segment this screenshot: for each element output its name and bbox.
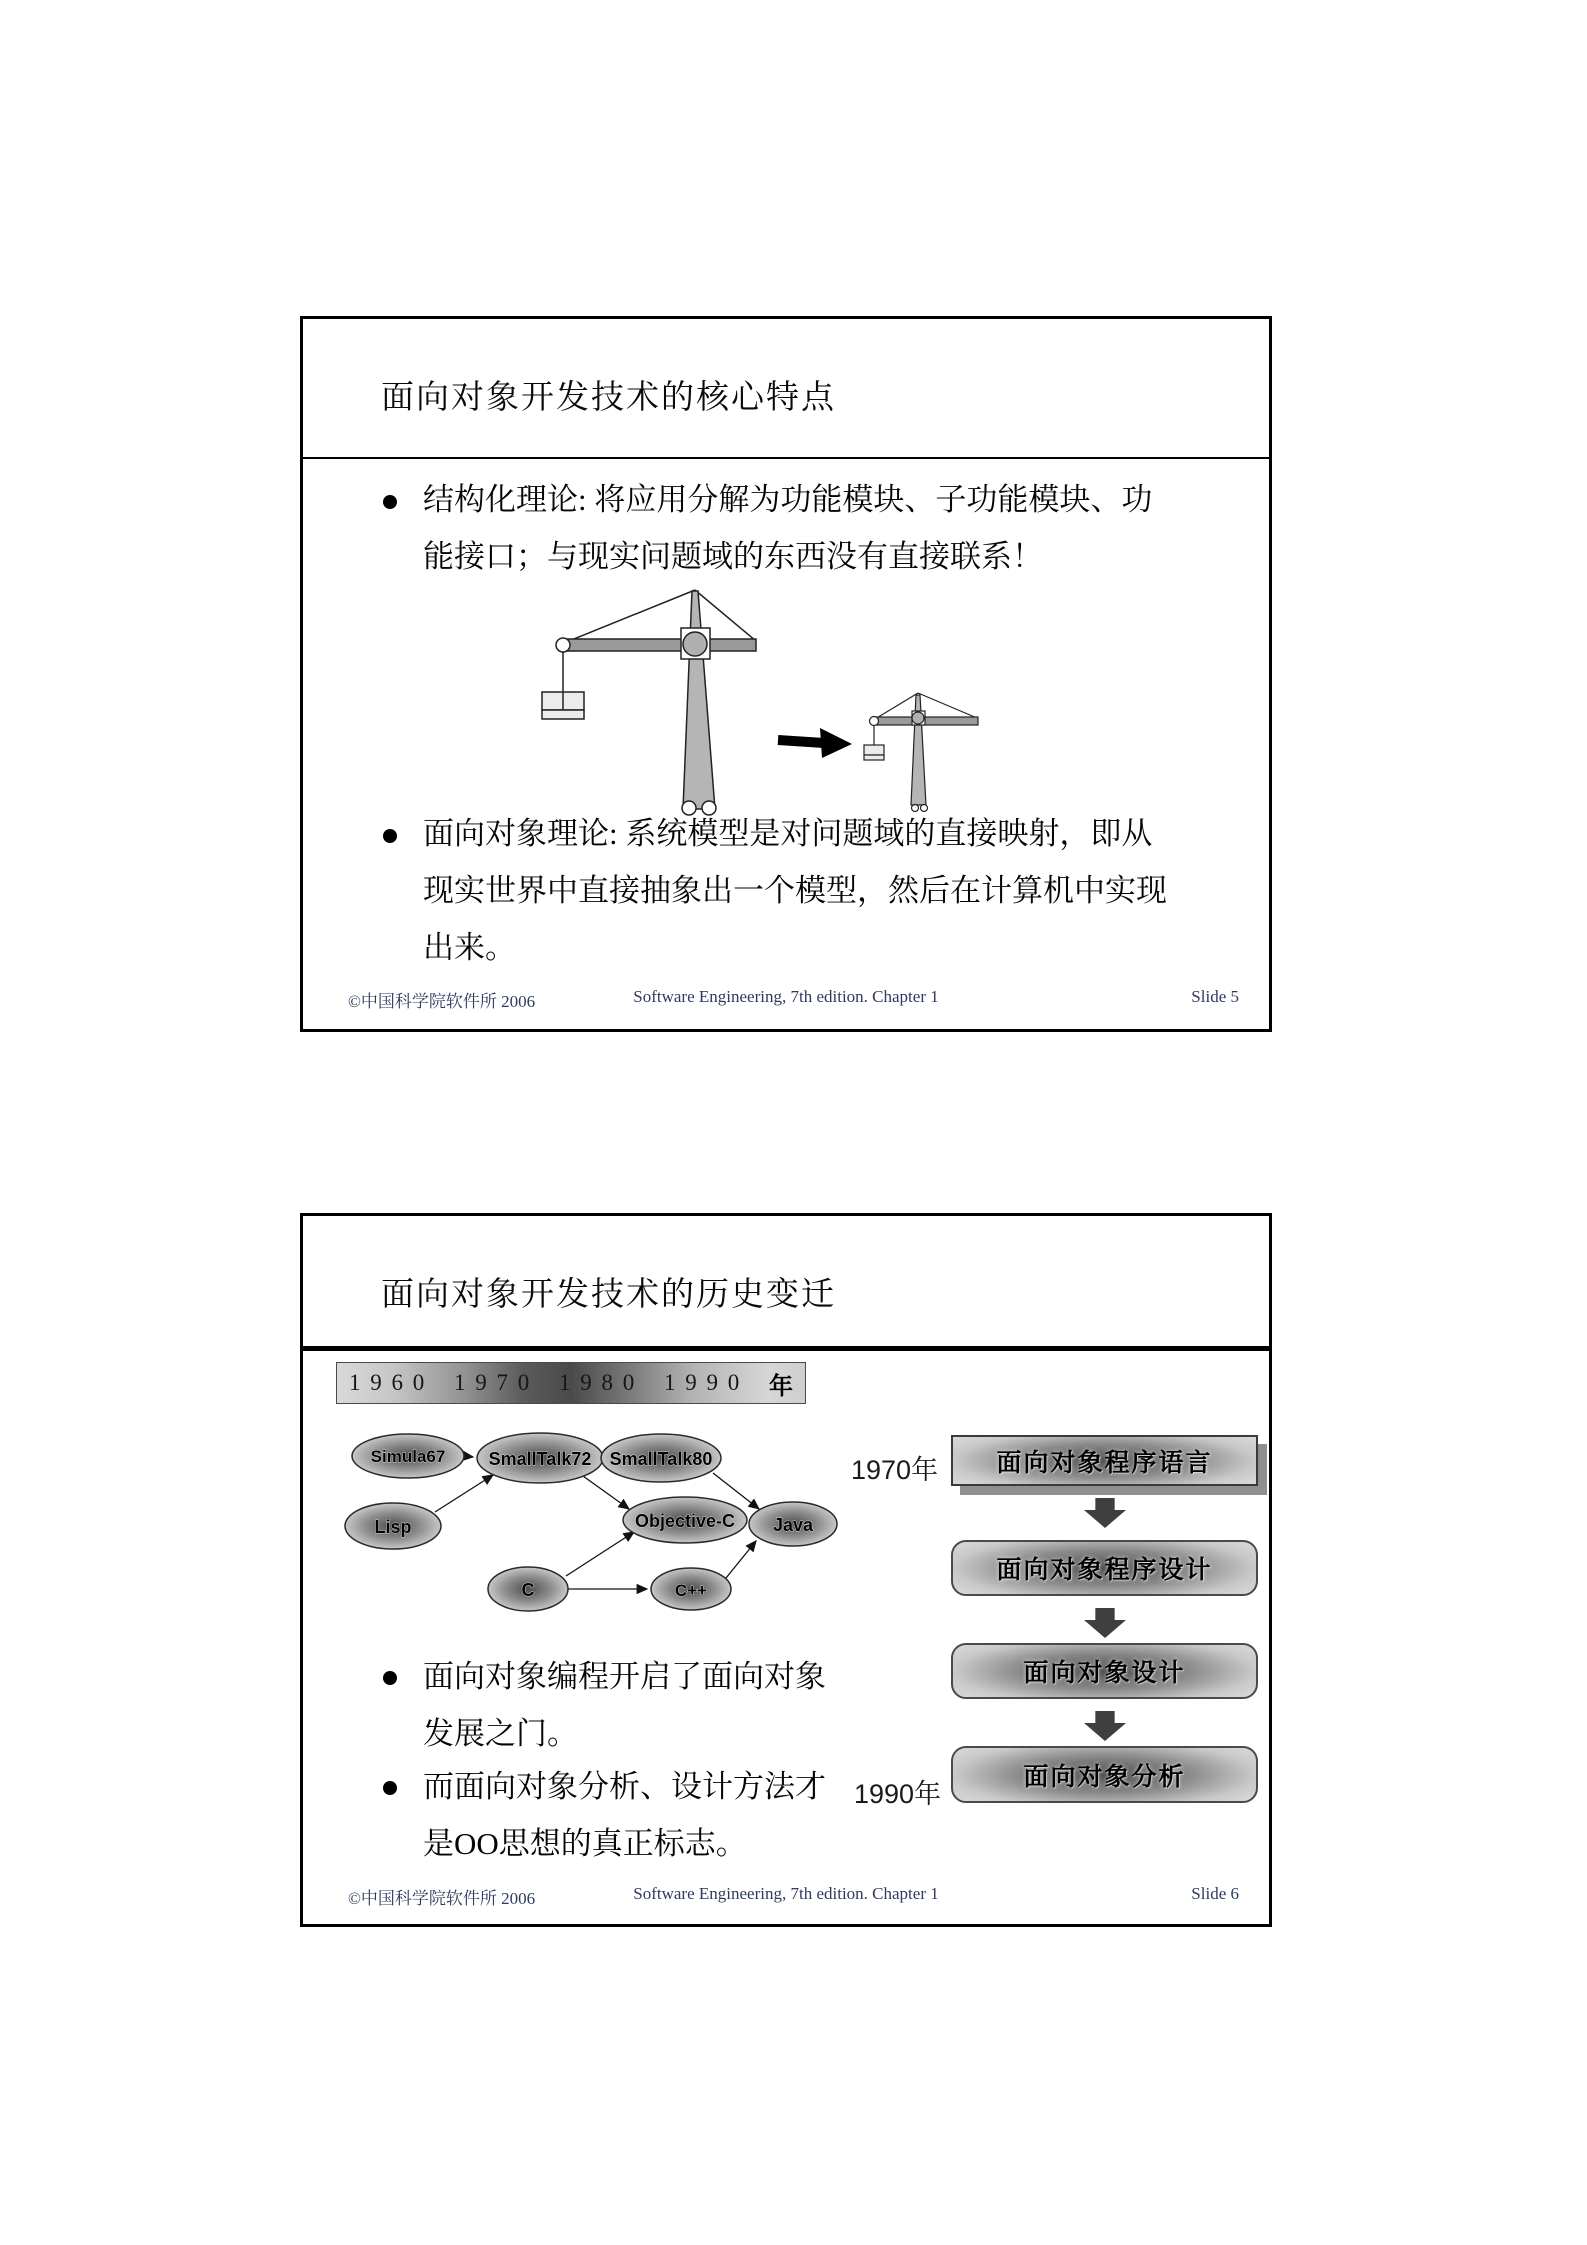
bullet-dot: [383, 495, 397, 509]
year-label-1970: 1970年: [851, 1455, 939, 1485]
diagram-node-simula67: [352, 1434, 464, 1478]
large-crane-icon: [542, 590, 756, 815]
svg-text:SmallTalk80: SmallTalk80: [609, 1449, 713, 1469]
slide5-bullet-2: [423, 805, 1167, 976]
footer-copyright: ©中国科学院软件所 2006: [348, 1889, 536, 1908]
footer-slide-number: Slide 5: [1191, 987, 1239, 1006]
year-label-1990: 1990年: [854, 1779, 942, 1809]
diagram-node-lisp: [345, 1503, 441, 1549]
slide5-footer: [303, 987, 1269, 1017]
slide-5: [300, 316, 1272, 1032]
diagram-node-smalltalk80: [601, 1434, 721, 1482]
flow-box-label: 面向对象程序语言: [996, 1448, 1213, 1477]
down-arrow-icon: [1084, 1498, 1126, 1528]
svg-text:C++: C++: [674, 1581, 708, 1600]
bullet-line: 面向对象编程开启了面向对象: [423, 1659, 826, 1694]
timeline-year: 1 9 8 0: [559, 1370, 637, 1395]
diagram-node-c: [488, 1567, 568, 1611]
svg-text:Java: Java: [772, 1515, 814, 1535]
flow-box-oo-design: [951, 1643, 1258, 1699]
bullet-line: 面向对象理论: 系统模型是对问题域的直接映射，即从: [423, 816, 1153, 851]
slide5-title-separator: [303, 457, 1269, 459]
svg-text:Lisp: Lisp: [374, 1517, 412, 1537]
transform-arrow-icon: [778, 728, 852, 758]
footer-slide-number: Slide 6: [1191, 1884, 1239, 1903]
timeline-year: 1 9 6 0: [349, 1370, 427, 1395]
bullet-dot: [383, 1671, 397, 1685]
slide6-title-separator: [303, 1346, 1269, 1351]
down-arrow-icon: [1084, 1711, 1126, 1741]
flow-box-oo-language: [951, 1435, 1258, 1486]
flow-box-oo-programming: [951, 1540, 1258, 1596]
slide6-footer: [303, 1884, 1269, 1914]
bullet-line: 出来。: [423, 930, 516, 965]
slide5-title: 面向对象开发技术的核心特点: [381, 378, 836, 415]
footer-copyright: ©中国科学院软件所 2006: [348, 992, 536, 1011]
bullet-line: 而面向对象分析、设计方法才: [423, 1769, 826, 1804]
timeline-bar: [336, 1362, 806, 1404]
diagram-node-smalltalk72: [477, 1433, 603, 1483]
svg-text:Objective-C: Objective-C: [634, 1511, 736, 1531]
down-arrow-icon: [1084, 1608, 1126, 1638]
small-crane-icon: [864, 693, 978, 812]
bullet-line: 发展之门。: [423, 1716, 578, 1751]
slide6-bullet-2: [423, 1758, 826, 1872]
timeline-year: 1 9 7 0: [454, 1370, 532, 1395]
bullet-line: 是OO思想的真正标志。: [423, 1826, 747, 1861]
bullet-line: 能接口；与现实问题域的东西没有直接联系！: [423, 539, 1043, 574]
diagram-node-cpp: [651, 1568, 731, 1610]
flow-box-label: 面向对象分析: [1023, 1762, 1186, 1791]
diagram-node-java: [749, 1502, 837, 1546]
bullet-line: 结构化理论: 将应用分解为功能模块、子功能模块、功: [423, 482, 1153, 517]
bullet-line: 现实世界中直接抽象出一个模型，然后在计算机中实现: [423, 873, 1167, 908]
timeline-year: 1 9 9 0: [664, 1370, 742, 1395]
flow-box-oo-analysis: [951, 1746, 1258, 1803]
slide6-title: 面向对象开发技术的历史变迁: [381, 1275, 836, 1312]
footer-course-title: Software Engineering, 7th edition. Chapter 1: [633, 1884, 939, 1903]
diagram-node-objective-c: [623, 1497, 747, 1543]
slide5-bullet-1: [423, 471, 1152, 585]
timeline-year-unit: 年: [769, 1372, 793, 1400]
svg-text:C: C: [521, 1580, 535, 1600]
slide6-bullet-1: [423, 1648, 826, 1762]
svg-text:Simula67: Simula67: [370, 1447, 446, 1466]
crane-illustration: [488, 587, 1063, 819]
bullet-dot: [383, 1781, 397, 1795]
bullet-dot: [383, 829, 397, 843]
svg-text:SmallTalk72: SmallTalk72: [488, 1449, 592, 1469]
flow-box-label: 面向对象设计: [1023, 1659, 1186, 1687]
footer-course-title: Software Engineering, 7th edition. Chapter 1: [633, 987, 939, 1006]
flow-box-label: 面向对象程序设计: [996, 1556, 1213, 1584]
slide-6: [300, 1213, 1272, 1927]
